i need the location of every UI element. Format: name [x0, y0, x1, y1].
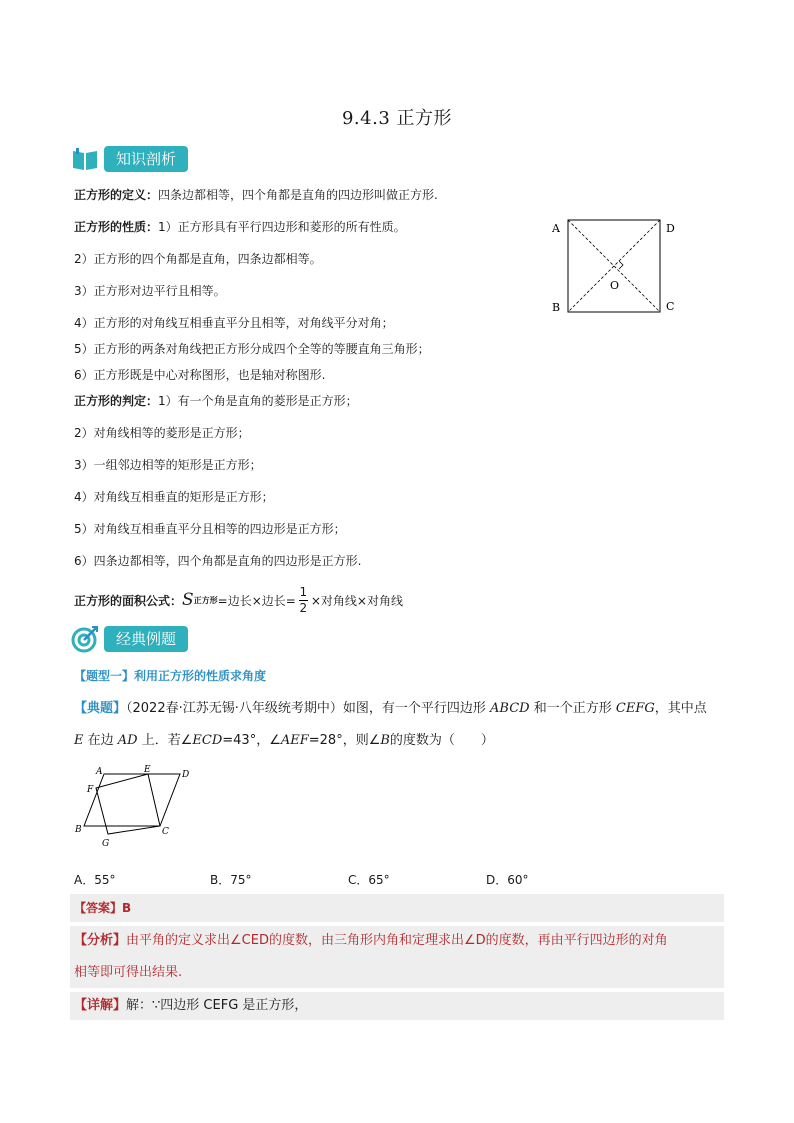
section-label: 经典例题	[104, 626, 188, 652]
math-abcd: ABCD	[490, 701, 530, 716]
judgement-item: 1）有一个角是直角的菱形是正方形；	[158, 394, 358, 408]
answer-tag: 【答案】	[74, 901, 123, 915]
fraction-denominator: 2	[299, 600, 308, 615]
book-icon	[70, 144, 100, 174]
judgement-item: 2）对角线相等的菱形是正方形；	[74, 426, 250, 440]
choice-c: C．65°	[348, 873, 390, 887]
judgement-line	[74, 392, 358, 410]
math-e: E	[74, 733, 84, 748]
definition-term: 正方形的定义：	[74, 188, 159, 202]
square-cefg	[96, 774, 160, 834]
analysis-line1: 由平角的定义求出∠CED的度数，由三角形内角和定理求出∠D的度数，再由平行四边形的对角	[126, 933, 668, 948]
property-item: 1）正方形具有平行四边形和菱形的所有性质。	[158, 220, 406, 234]
area-mid: =边长×边长=	[217, 593, 296, 608]
question-text: 如图，有一个平行四边形	[342, 701, 486, 716]
fraction-half	[299, 585, 308, 616]
area-symbol: S	[182, 590, 194, 610]
page-title: 9.4.3 正方形	[341, 108, 453, 129]
math-cefg: CEFG	[615, 701, 655, 716]
property-term: 正方形的性质：	[74, 220, 159, 234]
vertex-label-f: F	[87, 785, 94, 795]
detail-tag: 【详解】	[74, 998, 127, 1013]
area-subscript: 正方形	[193, 595, 218, 605]
math-aef: AEF	[280, 733, 309, 748]
vertex-label-d: D	[182, 770, 190, 780]
question-text: =28°，则∠	[308, 733, 381, 748]
math-b: B	[380, 733, 390, 748]
right-angle-mark	[619, 261, 623, 269]
center-label-o: O	[610, 279, 620, 292]
area-formula	[74, 580, 403, 620]
property-item: 6）正方形既是中心对称图形，也是轴对称图形.	[74, 368, 326, 382]
vertex-label-g: G	[102, 839, 110, 849]
question-text: =43°，∠	[222, 733, 281, 748]
question-text: 上．若∠	[141, 733, 193, 748]
vertex-label-c: C	[666, 300, 675, 313]
analysis-row	[70, 926, 724, 988]
detail-row	[70, 992, 724, 1020]
property-item: 4）正方形的对角线互相垂直平分且相等，对角线平分对角；	[74, 316, 394, 330]
question-type-label: 【题型一】利用正方形的性质求角度	[74, 669, 267, 683]
vertex-label-d: D	[666, 222, 675, 235]
area-tail: ×对角线×对角线	[310, 593, 403, 608]
answer-value: B	[122, 901, 132, 915]
section-banner-examples	[70, 624, 188, 654]
math-ad: AD	[117, 733, 138, 748]
target-icon	[70, 624, 100, 654]
analysis-line2: 相等即可得出结果.	[74, 965, 183, 980]
example-tag: 【典题】	[74, 701, 127, 716]
area-term: 正方形的面积公式：	[74, 593, 183, 608]
analysis-tag: 【分析】	[74, 933, 127, 948]
section-label: 知识剖析	[104, 146, 188, 172]
parallelogram-abcd	[84, 774, 180, 826]
judgement-item: 6）四条边都相等，四个角都是直角的四边形是正方形.	[74, 554, 362, 568]
fraction-numerator: 1	[299, 584, 308, 599]
vertex-label-e: E	[144, 765, 151, 775]
section-banner-knowledge	[70, 144, 188, 174]
property-item: 5）正方形的两条对角线把正方形分成四个全等的等腰直角三角形；	[74, 342, 430, 356]
vertex-label-c: C	[162, 827, 169, 837]
parallelogram-figure	[72, 762, 192, 852]
vertex-label-b: B	[75, 825, 82, 835]
vertex-label-a: A	[552, 222, 560, 235]
property-item: 3）正方形对边平行且相等。	[74, 284, 226, 298]
question-text: 的度数为（ ）	[389, 733, 494, 748]
property-line	[74, 218, 406, 236]
choice-b: B．75°	[210, 873, 252, 887]
judgement-item: 4）对角线互相垂直的矩形是正方形；	[74, 490, 274, 504]
question-text: 和一个正方形	[533, 701, 612, 716]
detail-text: 解：∵四边形 CEFG 是正方形，	[126, 998, 308, 1013]
answer-row	[70, 894, 724, 922]
math-ecd: ECD	[192, 733, 223, 748]
question-text: 在边	[87, 733, 114, 748]
square-figure	[548, 214, 688, 324]
judgement-item: 5）对角线互相垂直平分且相等的四边形是正方形；	[74, 522, 346, 536]
judgement-item: 3）一组邻边相等的矩形是正方形；	[74, 458, 262, 472]
definition-line	[74, 186, 438, 204]
question-text: ，其中点	[654, 701, 707, 716]
example-question-line1	[74, 700, 707, 718]
judgement-term: 正方形的判定：	[74, 394, 159, 408]
vertex-label-b: B	[552, 301, 561, 314]
vertex-label-a: A	[96, 767, 103, 777]
choice-a: A．55°	[74, 873, 116, 887]
example-source: （2022春·江苏无锡·八年级统考期中）	[126, 701, 343, 716]
definition-text: 四条边都相等，四个角都是直角的四边形叫做正方形.	[158, 188, 438, 202]
property-item: 2）正方形的四个角都是直角，四条边都相等。	[74, 252, 322, 266]
example-question-line2	[74, 732, 494, 750]
choice-d: D．60°	[486, 873, 529, 887]
